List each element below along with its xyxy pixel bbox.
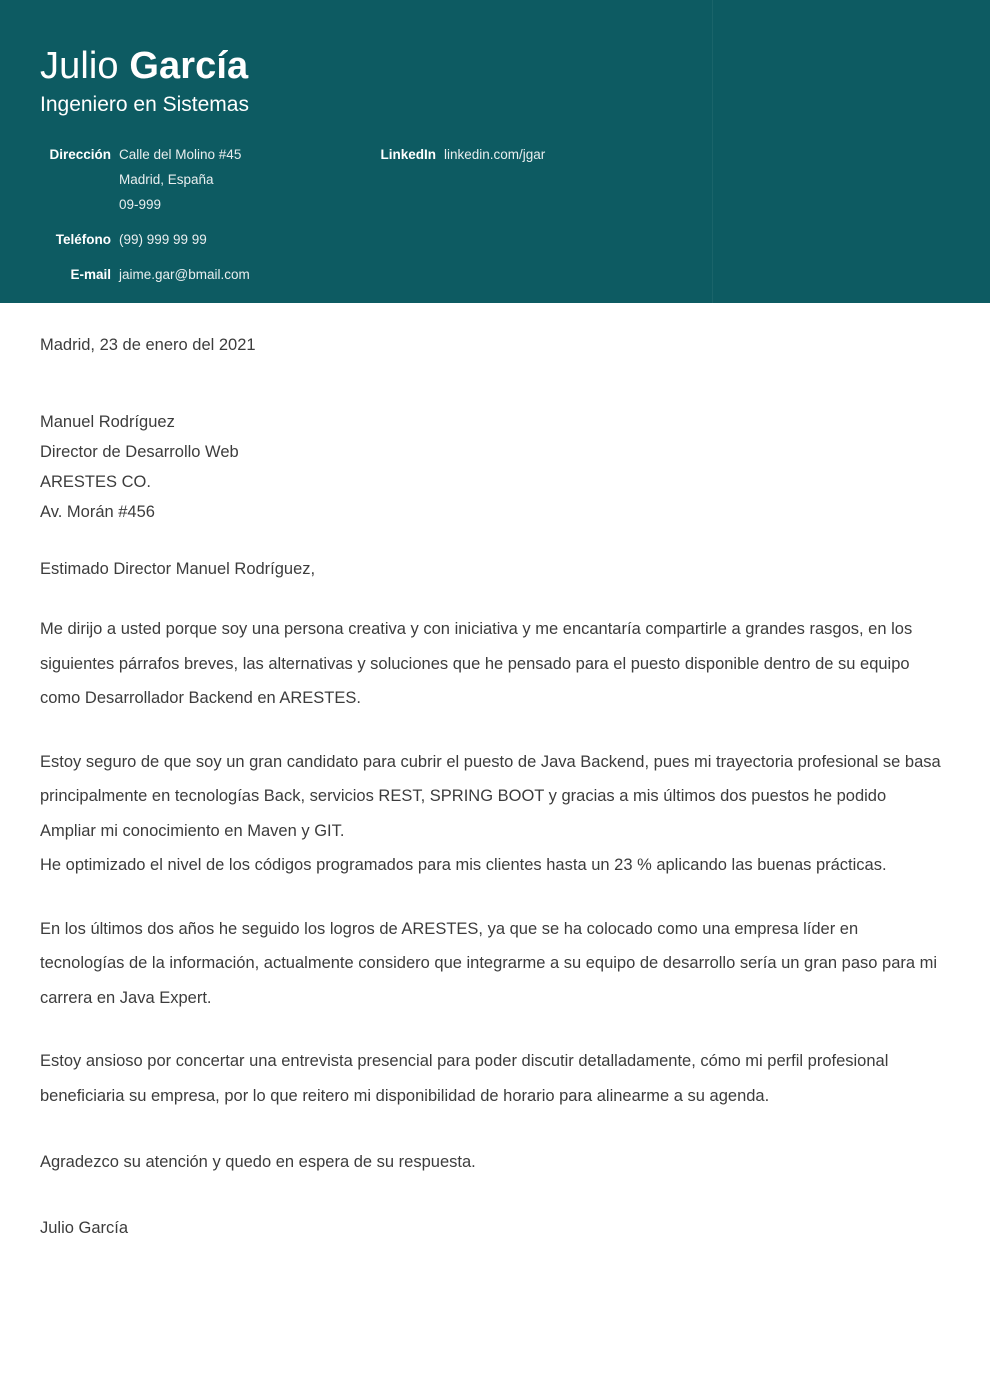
letter-paragraph-1: Me dirijo a usted porque soy una persona creativa y con iniciativa y me encantaría compartirle a grandes rasgos, en los siguientes párrafos breves, las alternativas y soluciones que he pensado para el puesto disponible dentro de su equipo como Desarrollador Backend en ARESTES. — [40, 620, 913, 707]
recipient-address: Av. Morán #456 — [40, 503, 155, 521]
contact-label-linkedin: LinkedIn — [380, 147, 436, 162]
letter-date: Madrid, 23 de enero del 2021 — [40, 336, 256, 354]
linkedin-url[interactable]: linkedin.com/jgar — [444, 147, 546, 162]
letter-header — [0, 0, 990, 303]
letter-paragraph-5: Estoy ansioso por concertar una entrevista presencial para poder discutir detalladamente, cómo mi perfil profesional beneficiaria su empresa, por lo que reitero mi disponibilidad de horario para alinearme a su agenda. — [40, 1052, 889, 1105]
candidate-last-name: García — [129, 45, 249, 87]
contact-column-right — [365, 142, 765, 177]
contact-column-left — [40, 142, 370, 297]
recipient-title: Director de Desarrollo Web — [40, 443, 239, 461]
candidate-job-title: Ingeniero en Sistemas — [40, 93, 249, 116]
contact-value-phone — [119, 227, 207, 252]
recipient-block — [40, 407, 945, 527]
address-line-1: Calle del Molino #45 — [119, 147, 242, 162]
letter-paragraph-2: Estoy seguro de que soy un gran candidato para cubrir el puesto de Java Backend, pues mi trayectoria profesional se basa principalmente en tecnologías Back, servicios REST, SPRING BOOT y gracias a mis últimos dos puestos he podido Ampliar mi conocimiento en Maven y GIT. — [40, 752, 941, 840]
contact-label-address: Dirección — [49, 147, 111, 162]
contact-label-phone: Teléfono — [55, 232, 111, 247]
email-address[interactable]: jaime.gar@bmail.com — [119, 267, 250, 282]
recipient-name: Manuel Rodríguez — [40, 413, 175, 431]
contact-value-email — [119, 262, 250, 287]
letter-signature: Julio García — [40, 1219, 129, 1237]
candidate-name — [40, 44, 990, 88]
contact-row-linkedin — [365, 142, 765, 167]
contact-label-email: E-mail — [70, 267, 111, 282]
letter-body — [0, 331, 990, 1245]
letter-paragraph-3: He optimizado el nivel de los códigos programados para mis clientes hasta un 23 % aplicando las buenas prácticas. — [40, 856, 887, 874]
recipient-company: ARESTES CO. — [40, 473, 151, 491]
candidate-first-name: Julio — [40, 45, 130, 87]
contact-row-address — [40, 142, 370, 217]
letter-salutation: Estimado Director Manuel Rodríguez, — [40, 560, 316, 578]
letter-closing: Agradezco su atención y quedo en espera de su respuesta. — [40, 1153, 476, 1171]
address-line-2: Madrid, España — [119, 172, 214, 187]
contact-value-linkedin — [444, 142, 545, 167]
contact-row-phone — [40, 227, 370, 252]
contact-row-email — [40, 262, 370, 287]
letter-paragraph-4: En los últimos dos años he seguido los logros de ARESTES, ya que se ha colocado como una empresa líder en tecnologías de la información, actualmente considero que integrarme a su equipo de desarrollo sería un gran paso para mi carrera en Java Expert. — [40, 919, 938, 1007]
contact-value-address — [119, 142, 241, 217]
address-line-3: 09-999 — [119, 197, 162, 212]
phone-number: (99) 999 99 99 — [119, 232, 207, 247]
